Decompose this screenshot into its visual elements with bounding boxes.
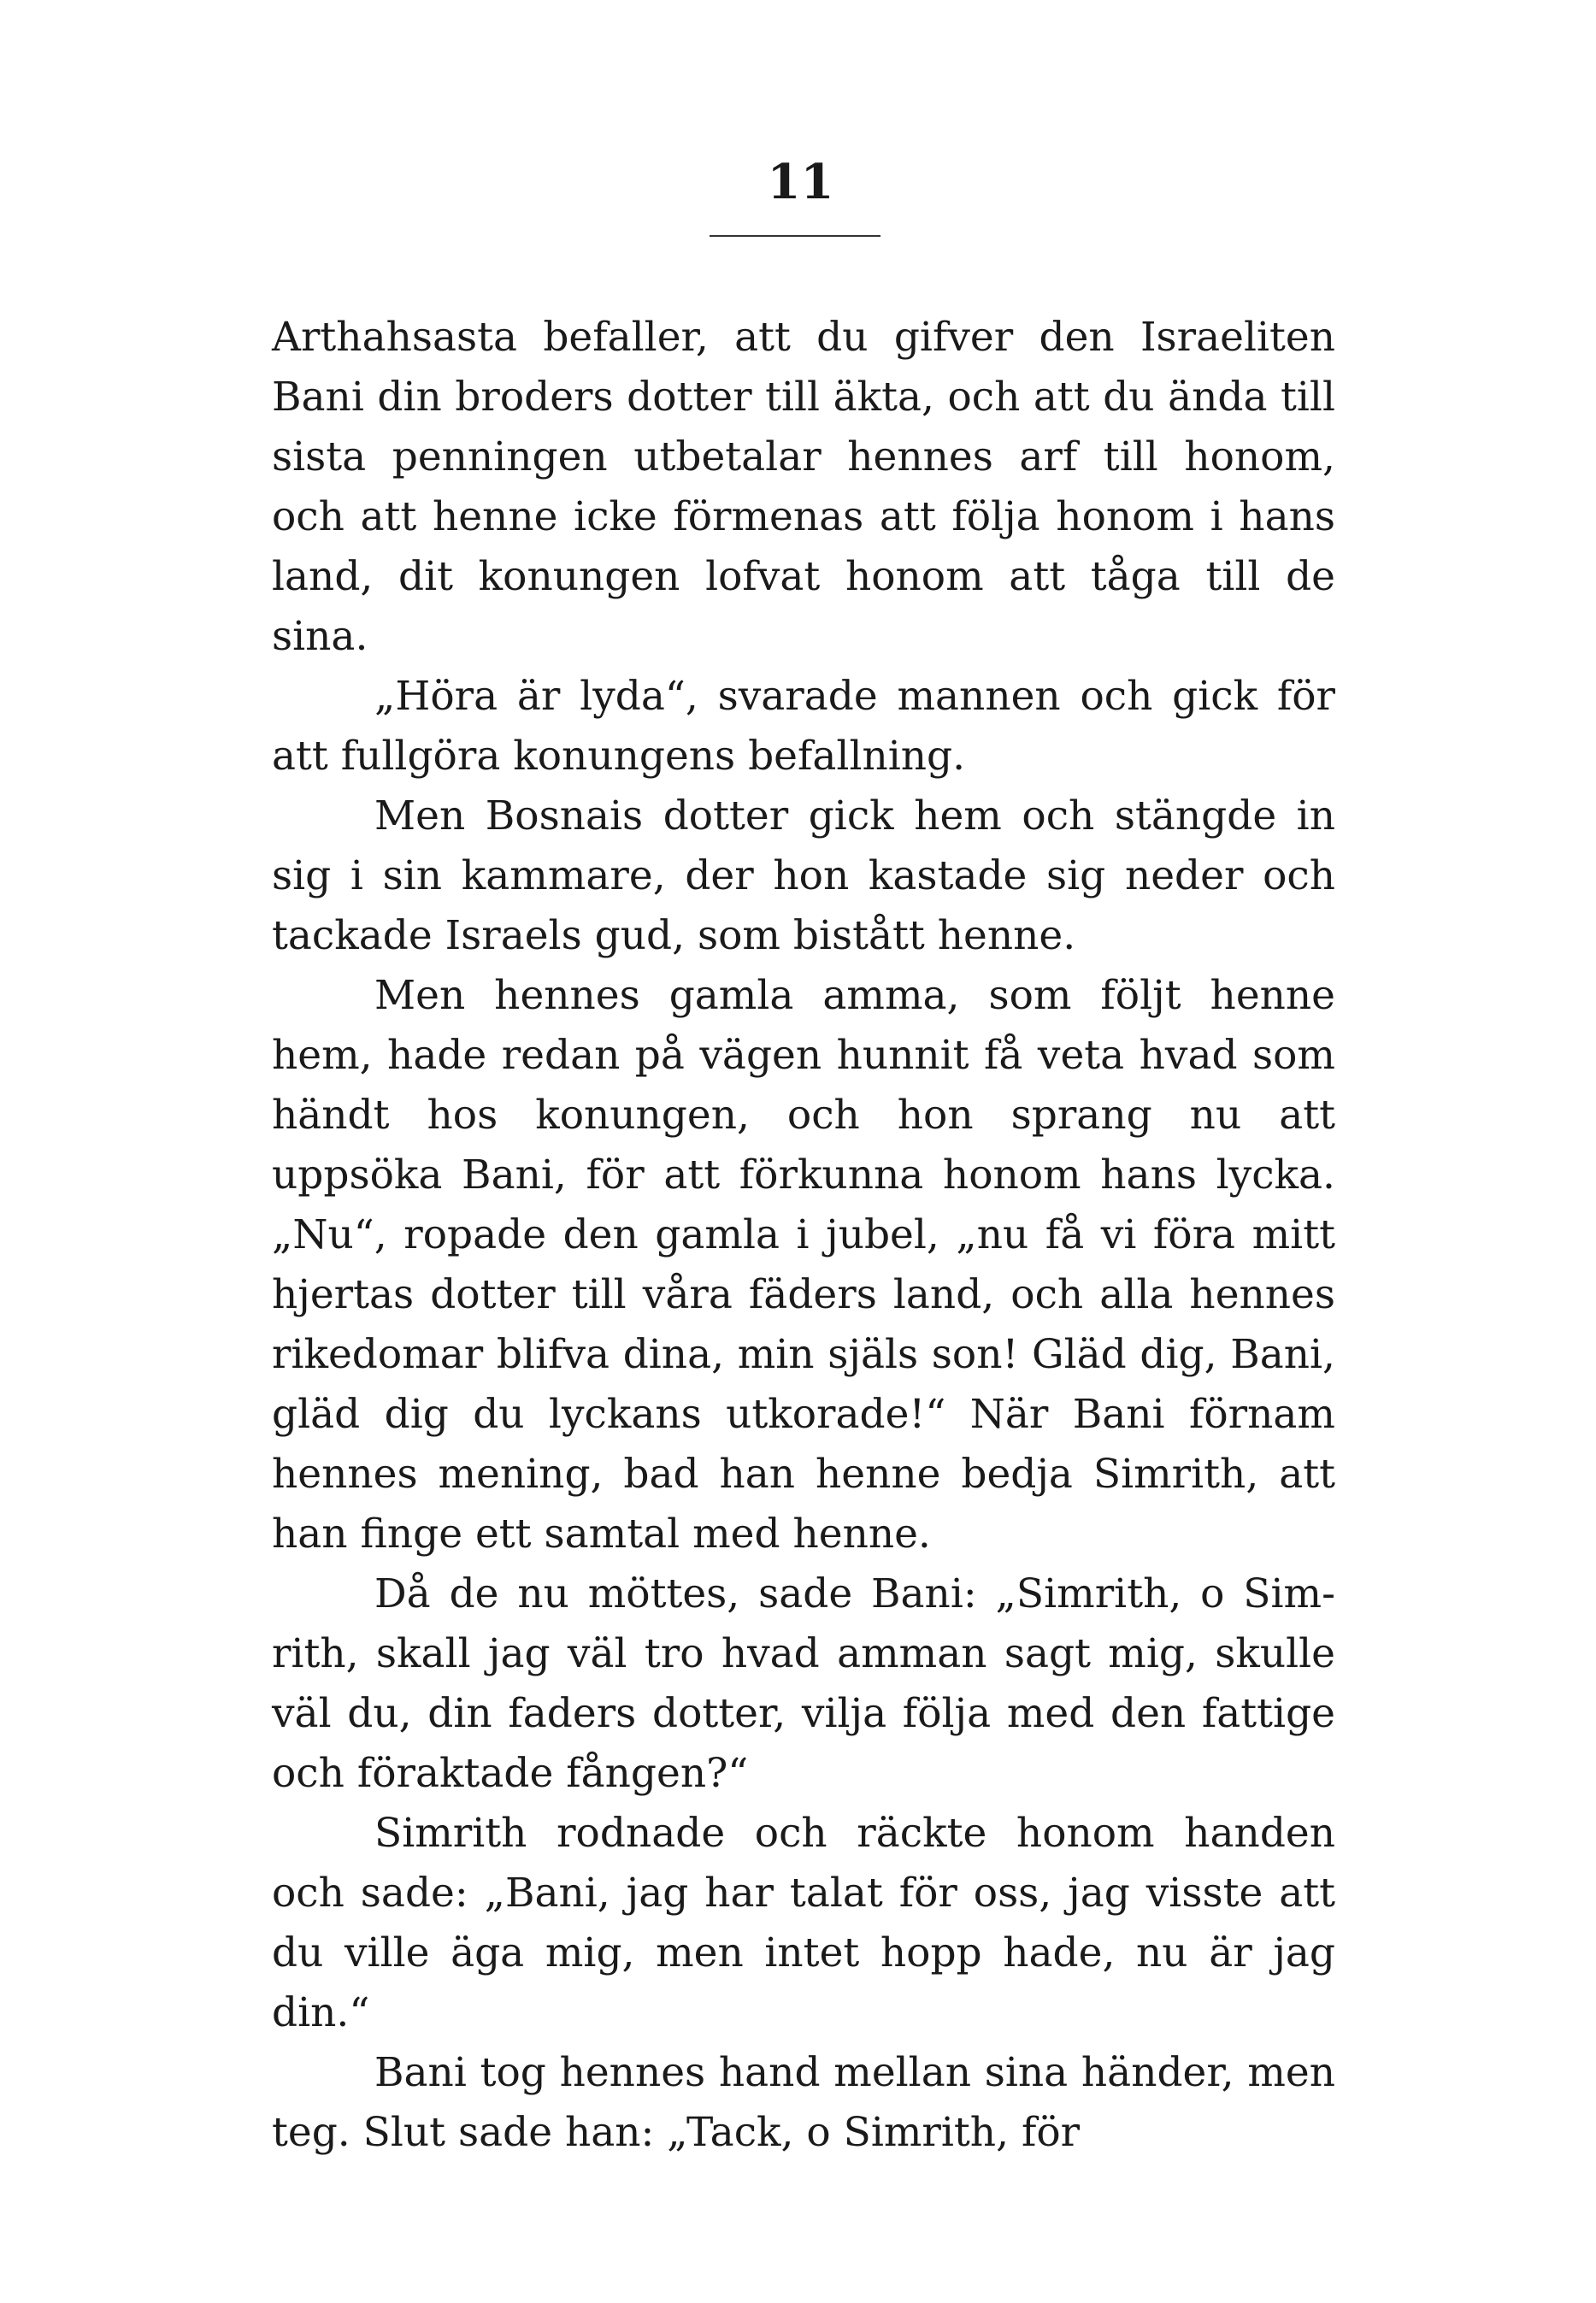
paragraph-5: Då de nu möttes, sade Bani: „Simrith, o Simrith, skall jag väl tro hvad amman sagt mig, skulle väl du, din faders dotter, vilja följa med den fattige och föraktade fången?“ — [272, 1570, 1335, 1797]
paragraph-2: „Höra är lyda“, svarade mannen och gick för att fullgöra konungens befallning. — [272, 673, 1335, 780]
paragraph-6: Simrith rodnade och räckte honom handen och sade: „Bani, jag har talat för oss, jag visste att du ville äga mig, men intet hopp hade, nu är jag din.“ — [272, 1810, 1335, 2036]
paragraph-4: Men hennes gamla amma, som följt henne hem, hade redan på vägen hunnit få veta hvad som händt hos konungen, och hon sprang nu att uppsöka Bani, för att förkunna honom hans lycka. „Nu“, ropade den gamla i jubel, „nu få vi föra mitt hjertas dotter till våra fäders land, och alla hennes rikedomar blifva dina, min själs son! Gläd dig, Bani, gläd dig du lyckans utkorade!“ När Bani förnam hennes mening, bad han henne bedja Simrith, att han finge ett samtal med henne. — [272, 972, 1335, 1558]
body-text — [272, 308, 1335, 2163]
paragraph-1: Arthahsasta befaller, att du gifver den Israeliten Bani din broders dotter till äkta, och att du ända till sista penningen utbetalar hennes arf till honom, och att henne icke förmenas att följa honom i hans land, dit konungen lofvat honom att tåga till de sina. — [272, 314, 1335, 660]
page-number: 11 — [767, 154, 834, 210]
header-rule — [710, 235, 880, 237]
paragraph-3: Men Bosnais dotter gick hem och stängde in sig i sin kammare, der hon kastade sig neder och tackade Israels gud, som bistått henne. — [272, 792, 1335, 959]
paragraph-7: Bani tog hennes hand mellan sina händer, men teg. Slut sade han: „Tack, o Simrith, för — [272, 2049, 1335, 2156]
